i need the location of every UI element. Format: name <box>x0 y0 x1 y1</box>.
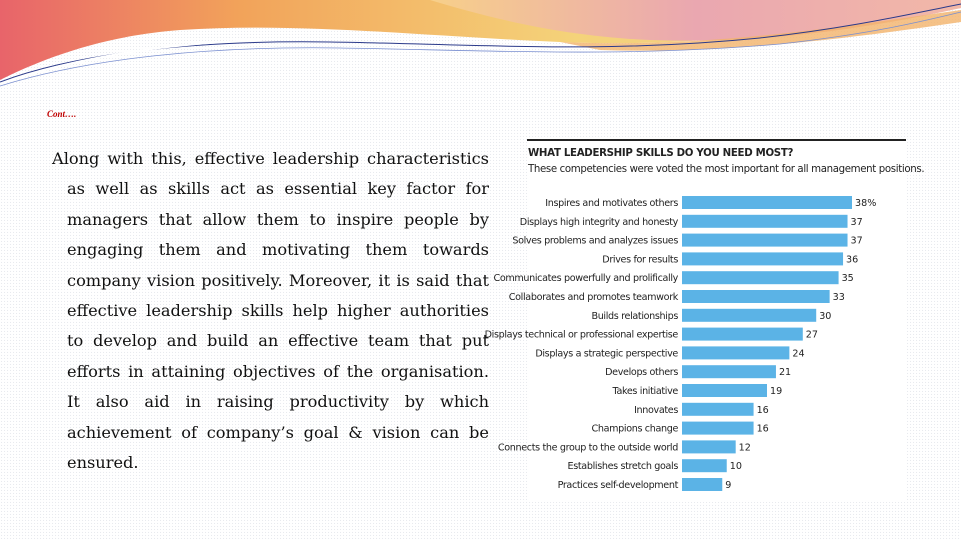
body-paragraph: Along with this, effective leadership characteristics as well as skills act as essential key factor for managers that allow them to inspire people by engaging them and motivating them towards company vision positively. Moreover, it is said that effective leadership skills help higher authorities to develop and build an effective team that put efforts in attaining objectives of the organisation. It also aid in raising productivity by which achievement of company’s goal & vision can be ensured. <box>52 149 489 473</box>
bar <box>682 440 736 453</box>
bar <box>682 215 848 228</box>
value-label: 9 <box>725 480 732 491</box>
value-label: 19 <box>770 386 783 397</box>
value-label: 16 <box>756 423 769 435</box>
category-label: Displays a strategic perspective <box>535 348 678 360</box>
value-label: 10 <box>729 461 742 473</box>
value-label: 36 <box>846 254 859 266</box>
category-label: Develops others <box>605 367 678 379</box>
value-label: 33 <box>832 292 845 303</box>
category-label: Takes initiative <box>612 386 678 397</box>
value-label: 37 <box>850 235 863 247</box>
bar <box>682 478 722 491</box>
category-label: Inspires and motivates others <box>545 198 678 209</box>
category-label: Champions change <box>591 423 678 435</box>
bar <box>682 290 830 303</box>
decorative-wave-banner <box>0 0 961 95</box>
bar <box>682 271 839 284</box>
bar <box>682 459 727 472</box>
value-label: 30 <box>819 310 832 322</box>
category-label: Builds relationships <box>591 310 678 322</box>
value-label: 24 <box>792 348 805 360</box>
chart-plot <box>484 137 907 502</box>
chart-subtitle: These competencies were voted the most important for all management positions. <box>528 164 925 175</box>
bar <box>682 328 803 341</box>
value-label: 12 <box>738 442 751 454</box>
chart-title: WHAT LEADERSHIP SKILLS DO YOU NEED MOST? <box>528 148 794 159</box>
category-label: Collaborates and promotes teamwork <box>508 292 678 303</box>
category-label: Solves problems and analyzes issues <box>512 235 678 247</box>
category-label: Establishes stretch goals <box>567 461 678 473</box>
category-label: Practices self-development <box>557 480 678 491</box>
value-label: 35 <box>841 273 854 285</box>
bar <box>682 365 776 378</box>
bar <box>682 309 816 322</box>
category-label: Displays high integrity and honesty <box>519 216 678 228</box>
bar <box>682 384 767 397</box>
value-label: 27 <box>805 329 819 341</box>
value-label: 37 <box>850 216 863 228</box>
bar <box>682 403 754 416</box>
bar <box>682 234 848 247</box>
bar <box>682 196 852 209</box>
bar <box>682 346 789 359</box>
category-label: Communicates powerfully and prolifically <box>493 273 678 285</box>
value-label: 21 <box>778 367 792 379</box>
category-label: Innovates <box>634 404 678 416</box>
value-label: 16 <box>756 404 769 416</box>
value-label: 38% <box>855 198 877 209</box>
leadership-skills-chart <box>484 137 925 502</box>
category-label: Connects the group to the outside world <box>497 442 678 454</box>
bar <box>682 422 754 435</box>
category-label: Displays technical or professional expertise <box>484 329 678 341</box>
bar <box>682 252 843 265</box>
category-label: Drives for results <box>602 254 678 266</box>
slide-title: Cont…. <box>47 109 77 119</box>
